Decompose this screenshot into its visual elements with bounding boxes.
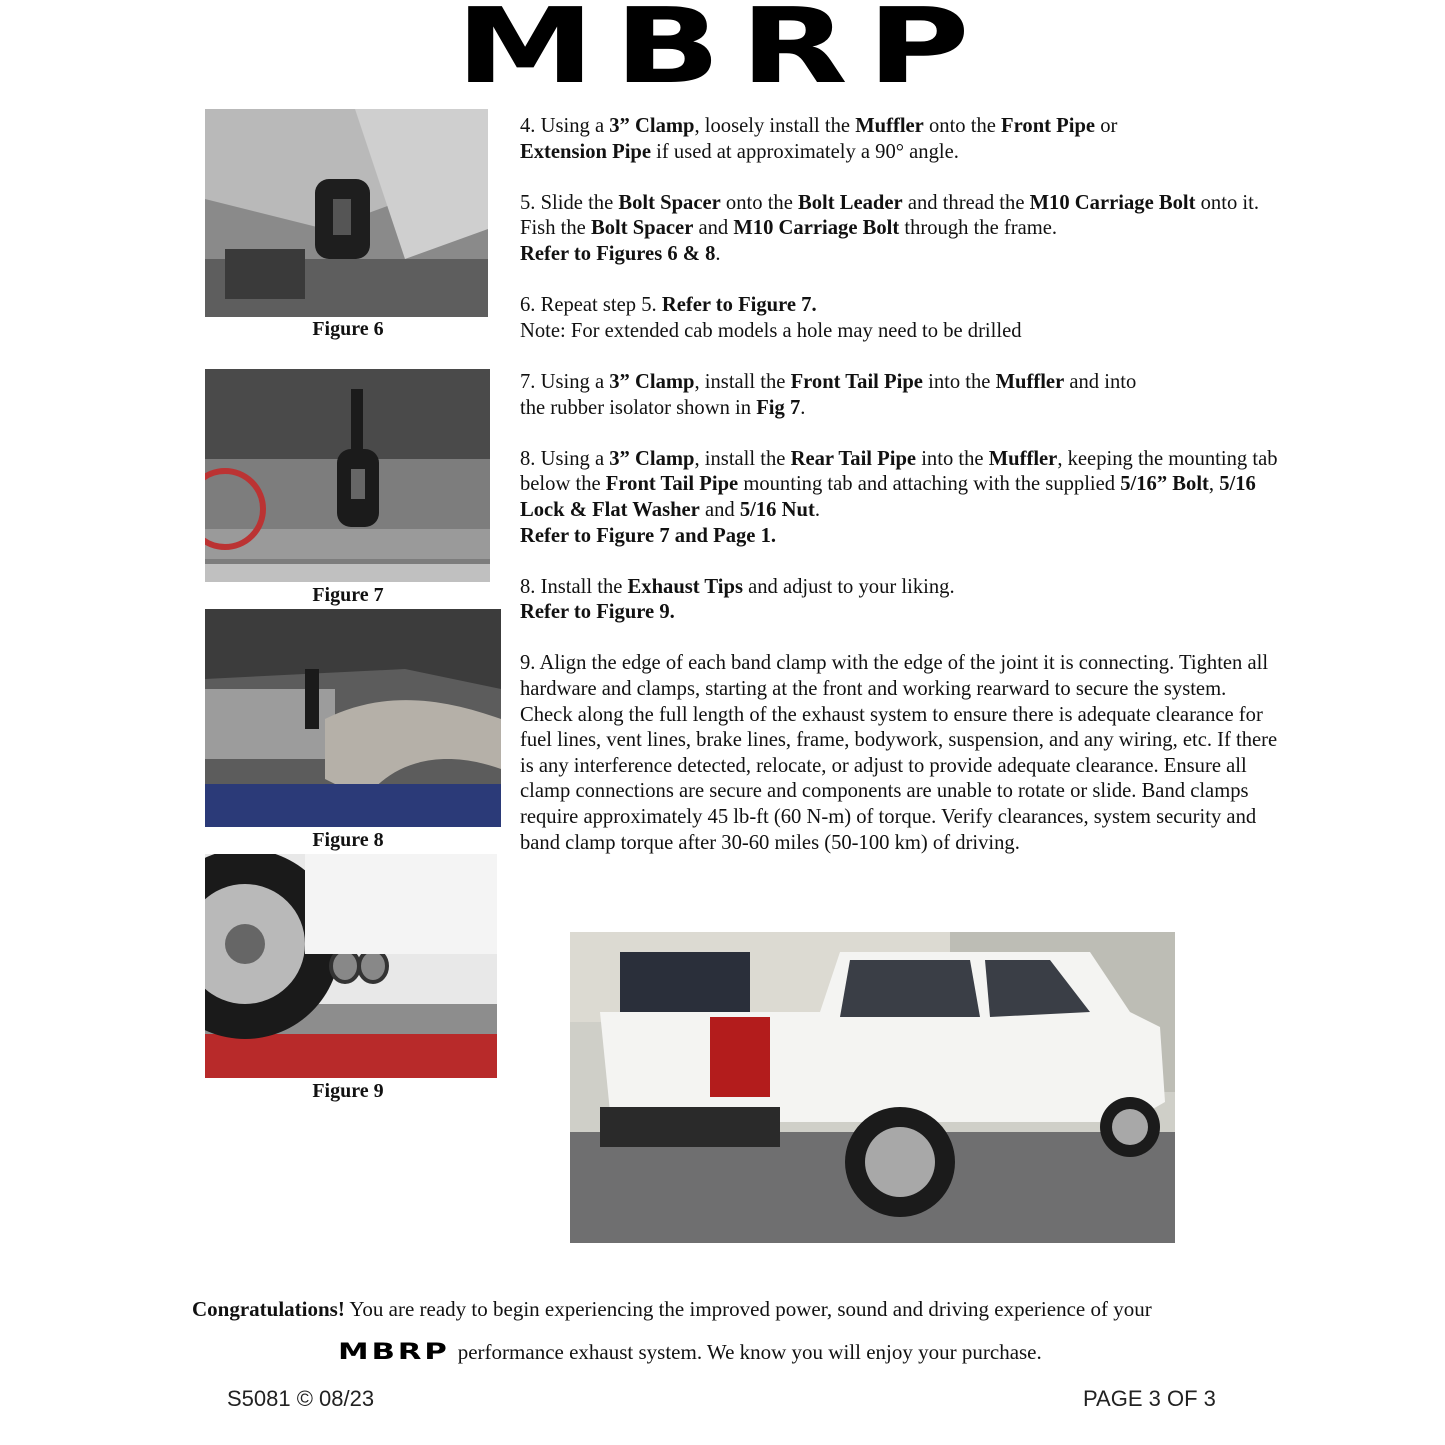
figure-7-photo — [205, 369, 490, 582]
step-4: 4. Using a 3” Clamp, loosely install the Muffler onto the Front Pipe or Extension Pipe if used at approximately a 90° angle. — [520, 115, 1118, 163]
page-number: PAGE 3 OF 3 — [1083, 1386, 1216, 1411]
closing-line-1: Congratulations! You are ready to begin experiencing the improved power, sound and driving experience of your — [192, 1297, 1152, 1321]
figure-6-caption: Figure 6 — [312, 318, 384, 340]
step-9: 9. Align the edge of each band clamp with the edge of the joint it is connecting. Tighten all hardware and clamps, starting at the front and working rearward to secure the system. Check along the full length of the exhaust system to ensure there is adequate clearance for fuel lines, vent lines, brake lines, frame, bodywork, suspension, and any wiring, etc. If there is any interference detected, relocate, or adjust to provide adequate clearance. Ensure all clamp connections are secure and components are unable to rotate or slide. Band clamps require approximately 45 lb-ft (60 N-m) of torque. Verify clearances, system security and band clamp torque after 30-60 miles (50-100 km) of driving. — [520, 652, 1278, 854]
congrats-bold: Congratulations! — [192, 1297, 345, 1321]
step-7: 7. Using a 3” Clamp, install the Front Tail Pipe into the Muffler and into the rubber isolator shown in Fig 7. — [520, 370, 1137, 419]
figure-9-photo — [205, 854, 497, 1078]
step-8-tips: 8. Install the Exhaust Tips and adjust to your liking. Refer to Figure 9. — [520, 575, 955, 624]
figure-8-photo — [205, 609, 501, 827]
figure-8-caption: Figure 8 — [312, 829, 384, 851]
figure-9-caption: Figure 9 — [312, 1080, 384, 1102]
instruction-steps — [520, 114, 1280, 882]
figure-6-photo — [205, 109, 488, 317]
step-6: 6. Repeat step 5. Refer to Figure 7. Note: For extended cab models a hole may need to be drilled — [520, 294, 1022, 342]
mbrp-logo: MBRP — [455, 0, 989, 107]
doc-code: S5081 © 08/23 — [227, 1386, 375, 1411]
truck-photo — [570, 932, 1175, 1243]
mbrp-inline-logo: MBRP — [338, 1340, 450, 1365]
closing-line-2: MBRP performance exhaust system. We know you will enjoy your purchase. — [338, 1340, 1042, 1365]
step-5: 5. Slide the Bolt Spacer onto the Bolt Leader and thread the M10 Carriage Bolt onto it. Fish the Bolt Spacer and M10 Carriage Bolt through the frame. Refer to Figures 6 & 8. — [520, 191, 1259, 265]
figure-7-caption: Figure 7 — [312, 584, 384, 606]
step-8: 8. Using a 3” Clamp, install the Rear Tail Pipe into the Muffler, keeping the mounting tab below the Front Tail Pipe mounting tab and attaching with the supplied 5/16” Bolt, 5/16 Lock & Flat Washer and 5/16 Nut. Refer to Figure 7 and Page 1. — [520, 447, 1278, 547]
